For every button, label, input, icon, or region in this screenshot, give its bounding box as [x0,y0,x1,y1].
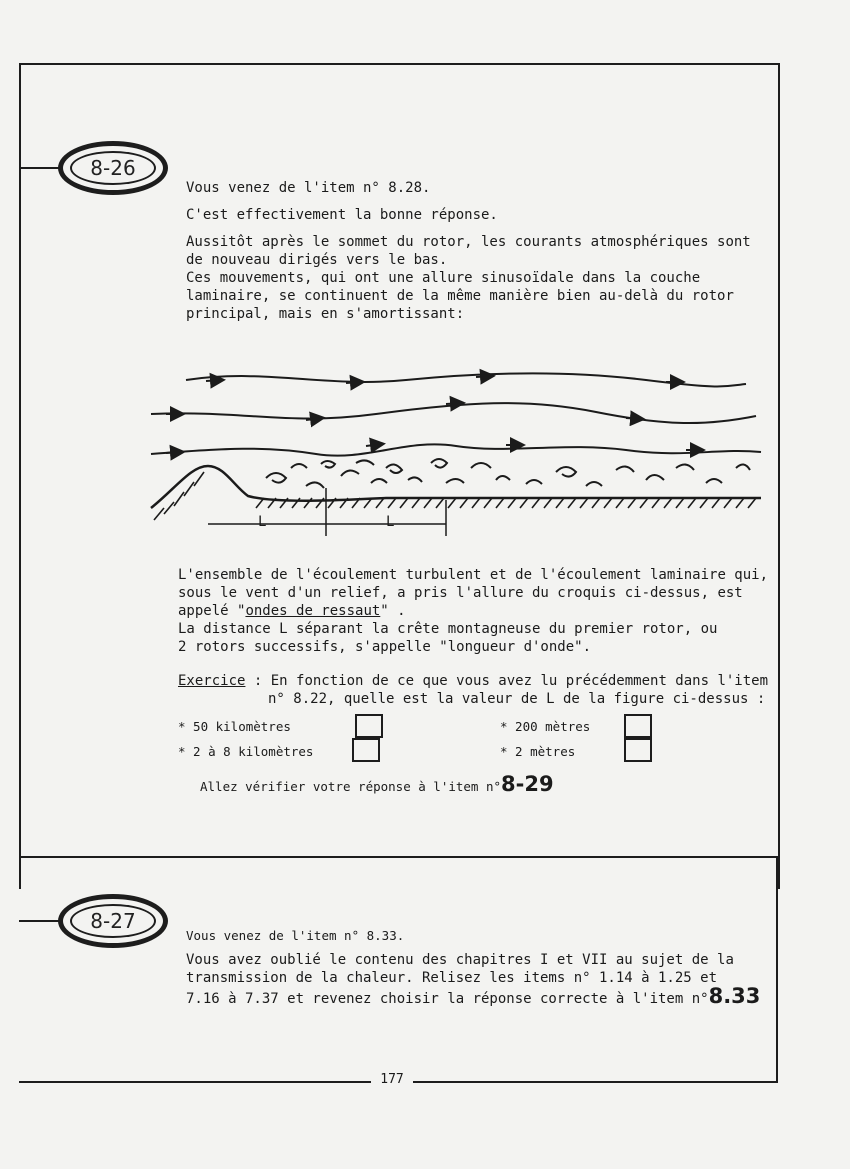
from-item-text: Vous venez de l'item n° 8.28. [186,180,431,196]
option-label: * 2 à 8 kilomètres [178,744,314,759]
verify-item-link[interactable]: 8-29 [501,772,554,796]
flow-arrow [446,403,462,404]
flow-arrow [626,418,642,419]
paragraph-line: Ces mouvements, qui ont une allure sinusoïdale dans la couche [186,270,701,286]
confirmation-text: C'est effectivement la bonne réponse. [186,207,498,223]
badge-tail [19,167,61,169]
frame-bottom-left [19,1081,371,1083]
item-badge-8-26 [58,141,168,195]
lee-wave-diagram [146,368,768,540]
option-checkbox-2m[interactable] [624,738,652,762]
term-ondes-de-ressaut: ondes de ressaut [245,603,381,619]
frame-right-edge [776,856,778,1083]
verify-text: Allez vérifier votre réponse à l'item n° [200,779,502,794]
flow-arrow [476,376,492,377]
verify-instruction [200,772,554,796]
rotor-eddies [266,459,750,488]
flow-arrow [346,382,362,383]
exercise-label: Exercice [178,673,246,689]
term-suffix: " . [380,603,406,619]
streamline [186,373,746,386]
exercise-question-line: : En fonction de ce que vous avez lu précédemment dans l'item [245,673,769,689]
option-label: * 2 mètres [500,744,576,759]
page-number: 177 [380,1072,404,1087]
badge-tail [19,920,61,922]
target-item-link[interactable]: 8.33 [708,984,761,1008]
conclusion-line: La distance L séparant la crête montagneuse du premier rotor, ou [178,621,718,637]
conclusion-line: sous le vent d'un relief, a pris l'allure du croquis ci-dessus, est [178,585,743,601]
paragraph-line: Aussitôt après le sommet du rotor, les courants atmosphériques sont [186,234,751,250]
item-badge-label: 8-26 [70,151,156,185]
option-checkbox-2-8km[interactable] [352,738,380,762]
conclusion-line [178,603,406,620]
option-checkbox-200m[interactable] [624,714,652,738]
streamline [151,444,761,455]
wavelength-markers [208,488,446,536]
flow-arrow [166,452,182,453]
option-label: * 200 mètres [500,719,591,734]
reminder-line [186,984,761,1008]
item-badge-8-27 [58,894,168,948]
item-badge-label: 8-27 [70,904,156,938]
paragraph-line: laminaire, se continuent de la même manière bien au-delà du rotor [186,288,734,304]
paragraph-line: principal, mais en s'amortissant: [186,306,465,322]
streamline [151,403,756,423]
exercise-question [178,673,768,690]
wavelength-label-1: L [258,514,267,530]
conclusion-line: 2 rotors successifs, s'appelle "longueur d'onde". [178,639,592,655]
from-item-text: Vous venez de l'item n° 8.33. [186,928,405,943]
option-label: * 50 kilomètres [178,719,291,734]
flow-arrow [206,380,222,381]
frame-bottom-right [413,1081,777,1083]
wavelength-label-2: L [386,514,395,530]
option-checkbox-50km[interactable] [355,714,383,738]
reminder-line: transmission de la chaleur. Relisez les items n° 1.14 à 1.25 et [186,970,718,986]
section-divider [19,856,780,858]
term-prefix: appelé " [178,603,246,619]
exercise-question-line: n° 8.22, quelle est la valeur de L de la figure ci-dessus : [268,691,766,707]
paragraph-line: de nouveau dirigés vers le bas. [186,252,448,268]
flow-arrow [366,444,382,446]
reminder-text: 7.16 à 7.37 et revenez choisir la réponse correcte à l'item n° [186,991,709,1007]
conclusion-line: L'ensemble de l'écoulement turbulent et de l'écoulement laminaire qui, [178,567,769,583]
reminder-line: Vous avez oublié le contenu des chapitres I et VII au sujet de la [186,952,734,968]
